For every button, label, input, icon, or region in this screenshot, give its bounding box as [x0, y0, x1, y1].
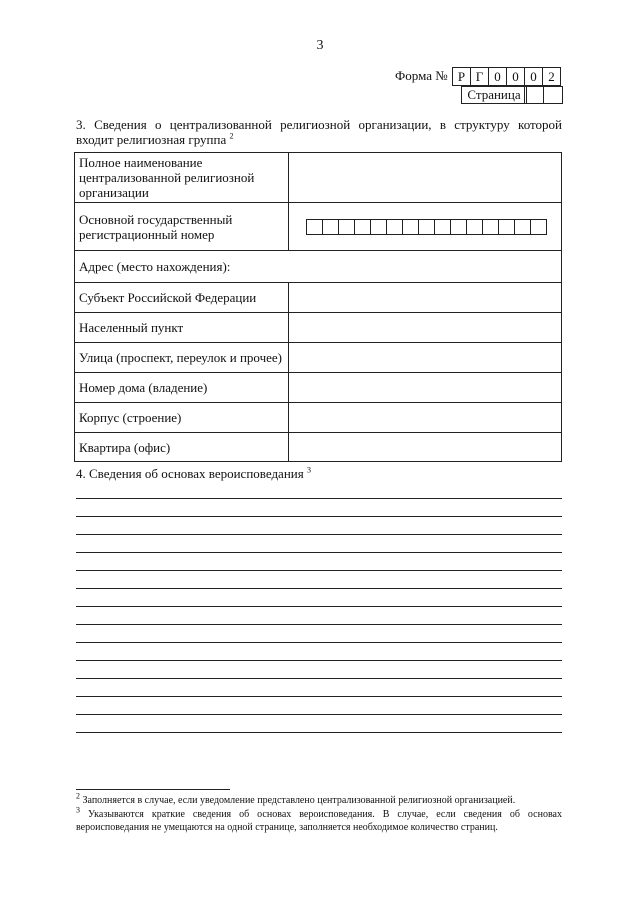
- ogrn-cell[interactable]: [530, 219, 547, 235]
- table-row: [75, 373, 562, 403]
- ogrn-field: [289, 203, 562, 251]
- row-label: Номер дома (владение): [75, 373, 289, 403]
- answer-line[interactable]: [76, 660, 562, 661]
- form-code-cells: [453, 67, 561, 86]
- answer-line[interactable]: [76, 570, 562, 571]
- table-row: [75, 313, 562, 343]
- section-3-title: 3. Сведения о централизованной религиозной организации, в структуру которой входит религиозная группа: [76, 117, 562, 147]
- footnote-number: 2: [76, 791, 80, 801]
- row-label: Населенный пункт: [75, 313, 289, 343]
- form-code-cell[interactable]: 0: [524, 67, 543, 86]
- footnote-3: [76, 805, 562, 834]
- page-number-cell[interactable]: [543, 86, 563, 104]
- full-name-field[interactable]: [289, 153, 562, 203]
- ogrn-cell[interactable]: [466, 219, 483, 235]
- section-4-title: 4. Сведения об основах вероисповедания: [76, 466, 304, 481]
- answer-line[interactable]: [76, 624, 562, 625]
- ogrn-cell[interactable]: [434, 219, 451, 235]
- ogrn-cell[interactable]: [498, 219, 515, 235]
- table-row: [75, 153, 562, 203]
- central-organization-table: [74, 152, 562, 462]
- region-field[interactable]: [289, 283, 562, 313]
- apartment-field[interactable]: [289, 433, 562, 462]
- form-code-cell[interactable]: 0: [488, 67, 507, 86]
- row-label: Полное наименование централизованной религиозной организации: [75, 153, 289, 203]
- row-label: Квартира (офис): [75, 433, 289, 462]
- table-row: [75, 203, 562, 251]
- table-row: [75, 403, 562, 433]
- footnote-2: [76, 791, 562, 807]
- ogrn-cell[interactable]: [386, 219, 403, 235]
- footnote-ref: 2: [229, 131, 234, 141]
- ogrn-cell[interactable]: [354, 219, 371, 235]
- footnote-separator: [76, 789, 230, 790]
- address-heading: Адрес (место нахождения):: [75, 251, 562, 283]
- form-code-cell[interactable]: Г: [470, 67, 489, 86]
- table-row: [75, 283, 562, 313]
- table-row: [75, 433, 562, 462]
- footnote-ref: 3: [306, 465, 311, 475]
- footnote-text: Заполняется в случае, если уведомление представлено централизованной религиозной организацией.: [82, 795, 516, 806]
- ogrn-cell[interactable]: [338, 219, 355, 235]
- building-field[interactable]: [289, 403, 562, 433]
- house-field[interactable]: [289, 373, 562, 403]
- answer-line[interactable]: [76, 606, 562, 607]
- ogrn-cell[interactable]: [402, 219, 419, 235]
- answer-line[interactable]: [76, 696, 562, 697]
- row-label: Улица (проспект, переулок и прочее): [75, 343, 289, 373]
- answer-line[interactable]: [76, 732, 562, 733]
- section-4-heading: [76, 466, 311, 482]
- ogrn-cells: [307, 219, 557, 235]
- answer-line[interactable]: [76, 678, 562, 679]
- ogrn-cell[interactable]: [418, 219, 435, 235]
- row-label: Субъект Российской Федерации: [75, 283, 289, 313]
- form-code-cell[interactable]: 2: [542, 67, 561, 86]
- ogrn-cell[interactable]: [514, 219, 531, 235]
- footnote-number: 3: [76, 805, 80, 815]
- ogrn-cell[interactable]: [482, 219, 499, 235]
- answer-line[interactable]: [76, 498, 562, 499]
- answer-line[interactable]: [76, 588, 562, 589]
- ogrn-cell[interactable]: [322, 219, 339, 235]
- table-row: [75, 251, 562, 283]
- page-number-cells: [525, 86, 563, 104]
- answer-line[interactable]: [76, 714, 562, 715]
- form-code-cell[interactable]: 0: [506, 67, 525, 86]
- section-3-heading: [76, 117, 562, 147]
- row-label: Основной государственный регистрационный номер: [75, 203, 289, 251]
- answer-line[interactable]: [76, 642, 562, 643]
- page-number: 3: [316, 38, 324, 53]
- ogrn-cell[interactable]: [306, 219, 323, 235]
- ogrn-cell[interactable]: [450, 219, 467, 235]
- answer-line[interactable]: [76, 534, 562, 535]
- locality-field[interactable]: [289, 313, 562, 343]
- answer-line[interactable]: [76, 516, 562, 517]
- table-row: [75, 343, 562, 373]
- answer-line[interactable]: [76, 552, 562, 553]
- page-label: Страница: [461, 86, 527, 104]
- ogrn-cell[interactable]: [370, 219, 387, 235]
- row-label: Корпус (строение): [75, 403, 289, 433]
- street-field[interactable]: [289, 343, 562, 373]
- page-number-cell[interactable]: [524, 86, 544, 104]
- form-code-cell[interactable]: Р: [452, 67, 471, 86]
- form-number-label: Форма №: [395, 68, 448, 83]
- footnote-text: Указываются краткие сведения об основах вероисповедания. В случае, если сведения об основах вероисповедания не умещаются на одной странице, заполняется необходимое количество страниц.: [76, 809, 562, 833]
